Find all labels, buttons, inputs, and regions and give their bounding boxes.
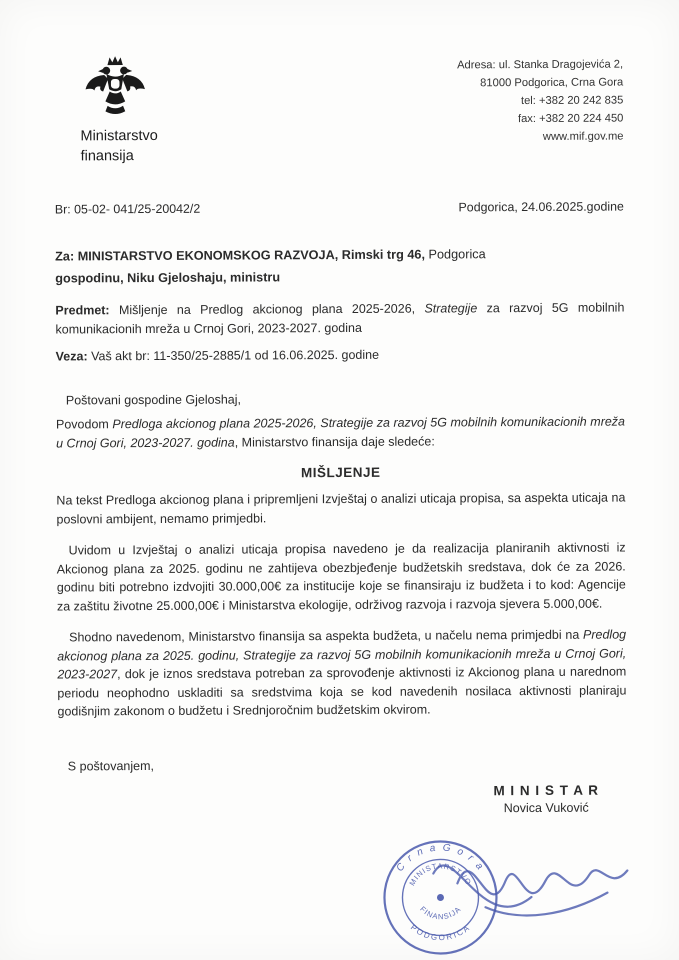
stamp-ministry-text-1: MINISTARSTVO — [407, 861, 474, 888]
subject-line — [55, 299, 624, 339]
svg-text:PODGORICA — [409, 922, 473, 942]
minister-title: M I N I S T A R — [493, 782, 599, 799]
closing-salutation: S poštovanjem, — [67, 758, 154, 774]
letterhead — [54, 53, 624, 167]
paragraph-2: Uvidom u Izvještaj o analizi uticaja propisa navedeno je da realizacija planiranih aktivnosti iz Akcionog plana za 2025. godinu ne zahtijeva obezbjeđenje budžetskih sredstava, dok će za 2026. godinu biti potrebno izdvojiti 30.000,00€ za institucije koje se finansiraju iz budžeta i to kod: Agencije za zaštitu životne 25.000,00€ i Ministarstva ekologije, održivog razvoja i razvoja sjevera 5.000,00€. — [56, 540, 626, 614]
subject-label: Predmet: — [55, 303, 110, 318]
signature-area — [58, 780, 628, 960]
veza-line — [56, 346, 625, 363]
address-fax: fax: +382 20 224 450 — [517, 112, 624, 125]
subject-italic: Strategije — [424, 301, 478, 316]
letterhead-left — [80, 55, 221, 167]
paragraph-1: Na tekst Predloga akcionog plana i pripremljeni Izvještaj o analizi uticaja propisa, sa aspekta uticaja na poslovni ambijent, nemamo primjedbi. — [56, 490, 626, 527]
paragraph-3-after: , dok je iznos sredstava potreban za sprovođenje aktivnosti iz Akcionog plana u narednom periodu neophodno uskladiti sa sredstvima koja se kod navedenih nosilaca aktivnosti planiraju godišnjim zakonom o budžetu i Srednjoročnim budžetskim okvirom. — [57, 664, 627, 719]
recipient-org: Za: MINISTARSTVO EKONOMSKOG RAZVOJA, Rimski trg 46, — [55, 247, 426, 264]
reference-row — [55, 200, 624, 217]
veza-text: Vaš akt br: 11-350/25-2885/1 od 16.06.2025. godine — [87, 347, 380, 364]
intro-paragraph — [56, 412, 625, 452]
ministry-round-stamp-icon — [335, 808, 646, 960]
paragraph-3-before: Shodno navedenom, Ministarstvo finansija sa aspekta budžeta, u načelu nema primjedbi na — [69, 628, 584, 645]
svg-text:FINANSIJA — [418, 904, 463, 921]
recipient-line1 — [55, 244, 624, 269]
address-web: www.mif.gov.me — [542, 130, 624, 143]
intro-italic: Predloga akcionog plana 2025-2026, Strategije za razvoj 5G mobilnih komunikacionih mreža u Crnoj Gori, 2023-2027. godina — [56, 414, 626, 451]
official-stamp-and-signature — [335, 808, 646, 960]
address-city: 81000 Podgorica, Crna Gora — [480, 76, 624, 90]
stamp-city-text: PODGORICA — [408, 922, 473, 943]
recipient-block — [55, 244, 624, 290]
document-content — [54, 53, 628, 960]
ministry-name-line1: Ministarstvo — [80, 127, 158, 145]
minister-name: Novica Vuković — [503, 800, 589, 815]
intro-text-before: Povodom — [55, 417, 113, 432]
address-street: Adresa: ul. Stanka Dragojevića 2, — [457, 58, 624, 72]
reference-number: Br: 05-02- 041/25-20042/2 — [54, 201, 201, 217]
montenegro-coat-of-arms-icon — [82, 55, 148, 121]
paragraph-3-italic: Predlog akcionog plana za 2025. godinu, Strategije za razvoj 5G mobilnih komunikacionih mreža u Crnoj Gori, 2023-2027 — [57, 627, 627, 682]
ministry-name-line2: finansija — [80, 147, 134, 164]
stamp-country-text: C r n a G o r a — [394, 842, 487, 874]
stamp-ministry-text-2: FINANSIJA — [418, 904, 463, 922]
recipient-person: gospodinu, Niku Gjeloshaju, ministru — [55, 270, 281, 286]
place-and-date: Podgorica, 24.06.2025.godine — [458, 199, 624, 215]
paragraph-3 — [57, 626, 626, 721]
stamp-center-emblem — [437, 894, 444, 901]
handwritten-signature — [433, 864, 627, 915]
ministry-name — [80, 127, 220, 167]
recipient-city: Podgorica — [424, 247, 486, 262]
opinion-heading: MIŠLJENJE — [300, 465, 381, 481]
salutation: Poštovani gospodine Gjeloshaj, — [65, 392, 242, 408]
subject-text-after: za razvoj 5G mobilnih komunikacionih mreža u Crnoj Gori, 2023-2027. godina — [55, 300, 625, 337]
letterhead-address — [457, 57, 624, 147]
address-tel: tel: +382 20 242 835 — [520, 94, 624, 107]
subject-text-before: Mišljenje na Predlog akcionog plana 2025-2026, — [109, 301, 425, 318]
veza-label: Veza: — [55, 349, 88, 364]
intro-text-after: , Ministarstvo finansija daje sledeće: — [234, 434, 435, 450]
